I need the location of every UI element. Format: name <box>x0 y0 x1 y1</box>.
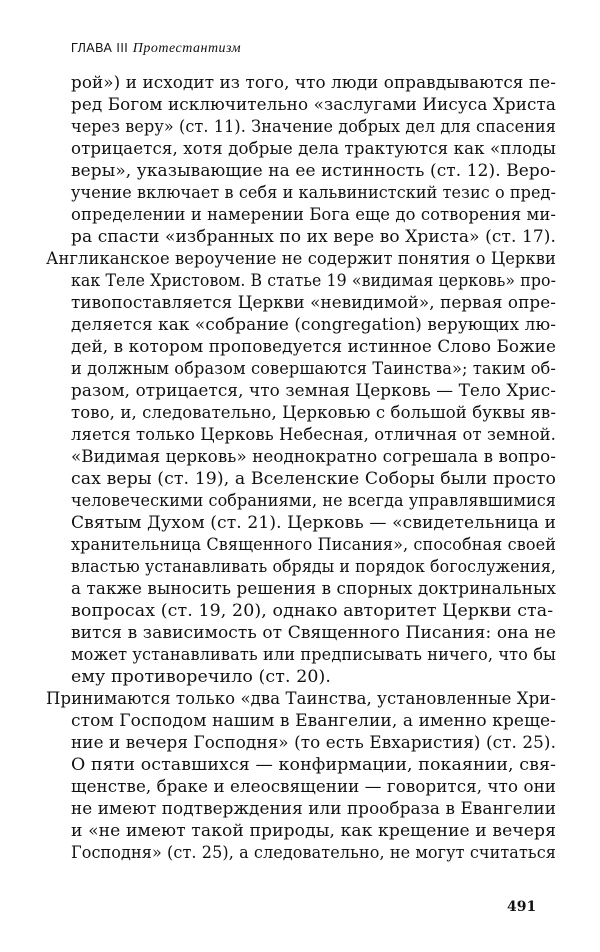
text-line: и должным образом совершаются Таинства»; таким об- <box>71 359 556 378</box>
text-line: через веру» (ст. 11). Значение добрых дел для спасения <box>71 117 556 136</box>
chapter-label: ГЛАВА III <box>71 41 129 55</box>
text-line: рой») и исходит из того, что люди оправдываются пе- <box>71 73 556 92</box>
text-line: тивопоставляется Церкви «невидимой», первая опре- <box>71 293 556 312</box>
text-line: веры», указывающие на ее истинность (ст. 12). Веро- <box>71 161 556 180</box>
paragraph-start-line: Принимаются только «два Таинства, установленные Хри- <box>46 689 556 708</box>
text-line: человеческими собраниями, не всегда управлявшимися <box>71 491 556 510</box>
text-line: учение включает в себя и кальвинистский тезис о пред- <box>71 183 556 202</box>
text-line: хранительница Священного Писания», способная своей <box>71 535 556 554</box>
text-line: Святым Духом (ст. 21). Церковь — «свидетельница и <box>71 513 556 532</box>
text-line: стом Господом нашим в Евангелии, а именно креще- <box>71 711 556 730</box>
paragraph-start-line: Англиканское вероучение не содержит понятия о Церкви <box>46 249 556 268</box>
text-line: а также выносить решения в спорных доктринальных <box>71 579 556 598</box>
text-line: ему противоречило (ст. 20). <box>71 667 332 686</box>
text-line: щенстве, браке и елеосвящении — говорится, что они <box>71 777 556 796</box>
text-line: разом, отрицается, что земная Церковь — Тело Хрис- <box>71 381 556 400</box>
text-line: властью устанавливать обряды и порядок богослужения, <box>71 557 556 576</box>
text-line: как Теле Христовом. В статье 19 «видимая церковь» про- <box>71 271 556 290</box>
text-line: не имеют подтверждения или прообраза в Евангелии <box>71 799 556 818</box>
text-line: Господня» (ст. 25), а следовательно, не могут считаться <box>71 843 556 862</box>
text-line: вопросах (ст. 19, 20), однако авторитет Церкви ста- <box>71 601 554 620</box>
text-line: ние и вечеря Господня» (то есть Евхаристия) (ст. 25). <box>71 733 556 752</box>
text-line: деляется как «собрание (congregation) верующих лю- <box>71 315 556 334</box>
page-number: 491 <box>507 899 537 915</box>
text-line: определении и намерении Бога еще до сотворения ми- <box>71 205 556 224</box>
text-line: ляется только Церковь Небесная, отличная от земной. <box>71 425 556 444</box>
text-line: «Видимая церковь» неоднократно согрешала в вопро- <box>71 447 556 466</box>
text-line: сах веры (ст. 19), а Вселенские Соборы были просто <box>71 469 556 488</box>
text-line: отрицается, хотя добрые дела трактуются как «плоды <box>71 139 556 158</box>
text-line: ред Богом исключительно «заслугами Иисуса Христа <box>71 95 556 114</box>
text-line: вится в зависимость от Священного Писания: она не <box>71 623 556 642</box>
text-line: О пяти оставшихся — конфирмации, покаянии, свя- <box>71 755 556 774</box>
text-line: ра спасти «избранных по их вере во Христа» (ст. 17). <box>71 227 556 246</box>
text-line: дей, в котором проповедуется истинное Слово Божие <box>71 337 556 356</box>
text-line: тово, и, следовательно, Церковью с большой буквы яв- <box>71 403 556 422</box>
running-header <box>71 40 241 57</box>
section-title: Протестантизм <box>132 41 242 56</box>
text-line: и «не имеют такой природы, как крещение и вечеря <box>71 821 556 840</box>
text-line: может устанавливать или предписывать ничего, что бы <box>71 645 556 664</box>
